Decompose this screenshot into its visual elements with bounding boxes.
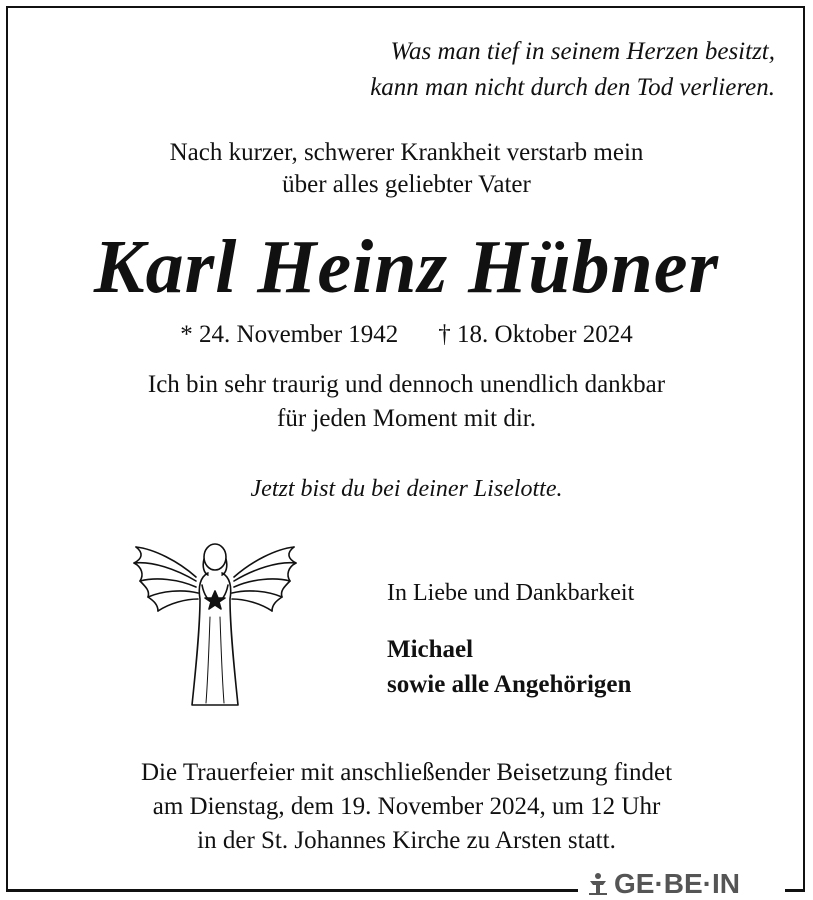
logo-text: GE·BE·IN xyxy=(614,868,740,899)
signoff-text: In Liebe und Dankbarkeit xyxy=(387,580,635,606)
funeral-line-2: am Dienstag, dem 19. November 2024, um 12 Uhr xyxy=(152,793,661,820)
death-date: † 18. Oktober 2024 xyxy=(438,321,633,348)
life-dates xyxy=(0,318,813,352)
signer-family: sowie alle Angehörigen xyxy=(387,671,632,698)
gebein-figure-icon xyxy=(586,872,610,896)
personal-message xyxy=(0,368,813,436)
signer-primary: Michael xyxy=(387,636,474,663)
message-line-1: Ich bin sehr traurig und dennoch unendlich dankbar xyxy=(147,371,666,398)
signers xyxy=(387,632,631,702)
bottom-border-right xyxy=(785,889,805,892)
funeral-line-1: Die Trauerfeier mit anschließender Beisetzung findet xyxy=(140,759,673,786)
bottom-border-left xyxy=(6,889,578,892)
closing-quote: Jetzt bist du bei deiner Liselotte. xyxy=(250,476,563,502)
intro-text xyxy=(0,137,813,201)
motto-line-2: kann man nicht durch den Tod verlieren. xyxy=(370,74,775,101)
angel-icon xyxy=(130,537,300,712)
gebein-logo xyxy=(586,869,740,899)
message-line-2: für jeden Moment mit dir. xyxy=(277,405,536,432)
intro-line-1: Nach kurzer, schwerer Krankheit verstarb mein xyxy=(169,139,644,166)
birth-date: * 24. November 1942 xyxy=(180,321,399,348)
funeral-info xyxy=(0,756,813,858)
motto xyxy=(370,34,775,106)
funeral-line-3: in der St. Johannes Kirche zu Arsten statt. xyxy=(197,827,616,854)
motto-line-1: Was man tief in seinem Herzen besitzt, xyxy=(390,38,775,65)
deceased-name: Karl Heinz Hübner xyxy=(93,225,720,309)
intro-line-2: über alles geliebter Vater xyxy=(282,171,531,198)
